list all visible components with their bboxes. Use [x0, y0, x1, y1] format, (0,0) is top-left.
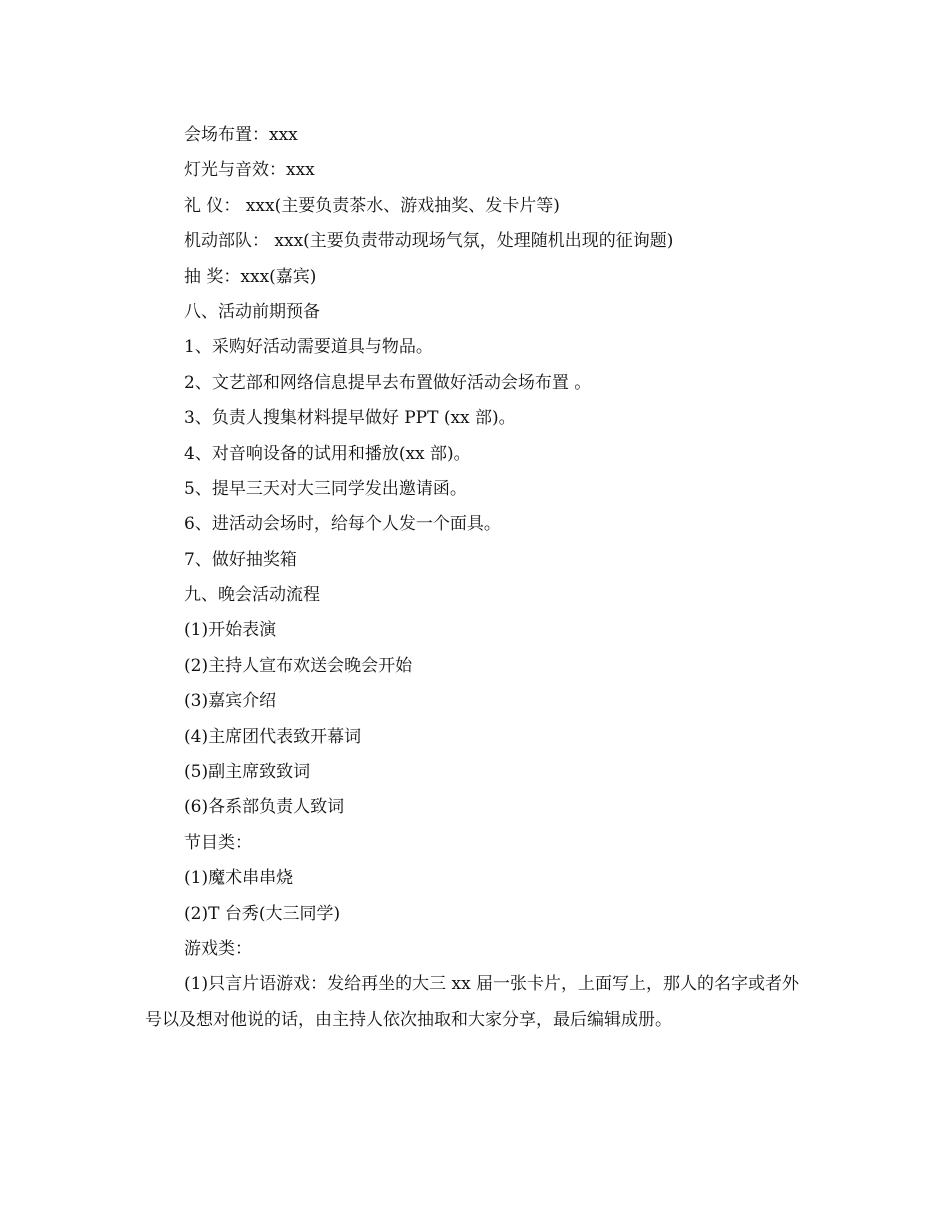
list-item: 7、做好抽奖箱 — [184, 549, 297, 570]
list-item: (5)副主席致致词 — [184, 762, 311, 783]
text-line: 抽 奖：xxx(嘉宾) — [184, 266, 317, 287]
list-item: (2)T 台秀(大三同学) — [184, 903, 341, 924]
list-item: 6、进活动会场时，给每个人发一个面具。 — [184, 514, 501, 535]
list-item: (4)主席团代表致开幕词 — [184, 726, 362, 747]
list-item: 4、对音响设备的试用和播放(xx 部)。 — [184, 443, 471, 464]
paragraph: (1)只言片语游戏：发给再坐的大三 xx 届一张卡片，上面写上，那人的名字或者外号以及想对他说的话，由主持人依次抽取和大家分享，最后编辑成册。 — [145, 974, 800, 1030]
list-item: 5、提早三天对大三同学发出邀请函。 — [184, 478, 467, 499]
list-item: (2)主持人宣布欢送会晚会开始 — [184, 655, 413, 676]
list-item: (1)开始表演 — [184, 620, 277, 641]
list-item: 1、采购好活动需要道具与物品。 — [184, 337, 433, 358]
subsection-label: 节目类： — [184, 832, 252, 853]
section-heading: 九、晚会活动流程 — [184, 585, 320, 606]
document-body — [145, 118, 805, 1038]
text-line: 灯光与音效：xxx — [184, 160, 315, 181]
section-heading: 八、活动前期预备 — [184, 301, 320, 322]
text-line: 机动部队： xxx(主要负责带动现场气氛，处理随机出现的征询题) — [184, 231, 674, 252]
list-item: 3、负责人搜集材料提早做好 PPT (xx 部)。 — [184, 408, 516, 429]
list-item: (3)嘉宾介绍 — [184, 691, 277, 712]
list-item: (1)魔术串串烧 — [184, 868, 294, 889]
list-item: 2、文艺部和网络信息提早去布置做好活动会场布置 。 — [184, 372, 592, 393]
list-item: (6)各系部负责人致词 — [184, 797, 345, 818]
text-line: 礼 仪： xxx(主要负责茶水、游戏抽奖、发卡片等) — [184, 195, 560, 216]
text-line: 会场布置：xxx — [184, 125, 298, 145]
subsection-label: 游戏类： — [184, 938, 252, 959]
